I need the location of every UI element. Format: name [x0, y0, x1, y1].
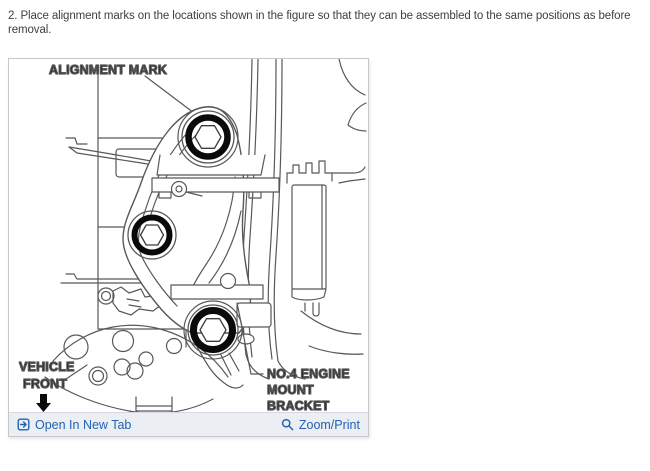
zoom-print-label: Zoom/Print — [298, 417, 360, 432]
figure-panel — [8, 58, 369, 437]
engine-mount-diagram — [9, 59, 368, 412]
middle-bolt-alignment-mark — [128, 211, 176, 259]
magnifier-icon — [281, 418, 294, 431]
vehicle-front-label-line1: VEHICLE — [19, 360, 75, 374]
figure-footer — [9, 412, 368, 436]
alignment-mark-label: ALIGNMENT MARK — [49, 63, 168, 77]
open-in-new-tab-link[interactable] — [17, 418, 131, 432]
vehicle-front-label-line2: FRONT — [23, 377, 68, 391]
bracket-label-line2: MOUNT — [267, 383, 314, 397]
right-component — [287, 161, 365, 316]
down-arrow-icon — [36, 394, 51, 412]
diagram-area — [9, 59, 368, 412]
open-in-new-tab-label: Open In New Tab — [35, 417, 132, 432]
alignment-mark-leader — [145, 76, 198, 116]
instruction-text: 2. Place alignment marks on the locations shown in the figure so that they can be assembled to the same positions as before removal. — [8, 10, 631, 36]
bracket-label-line1: NO.4 ENGINE — [267, 367, 350, 381]
zoom-print-link[interactable] — [281, 418, 360, 432]
top-bolt-alignment-mark — [178, 107, 238, 167]
bracket-label-line3: BRACKET — [267, 399, 330, 412]
bottom-bolt-alignment-mark — [184, 301, 242, 359]
open-in-new-tab-icon — [17, 418, 30, 431]
